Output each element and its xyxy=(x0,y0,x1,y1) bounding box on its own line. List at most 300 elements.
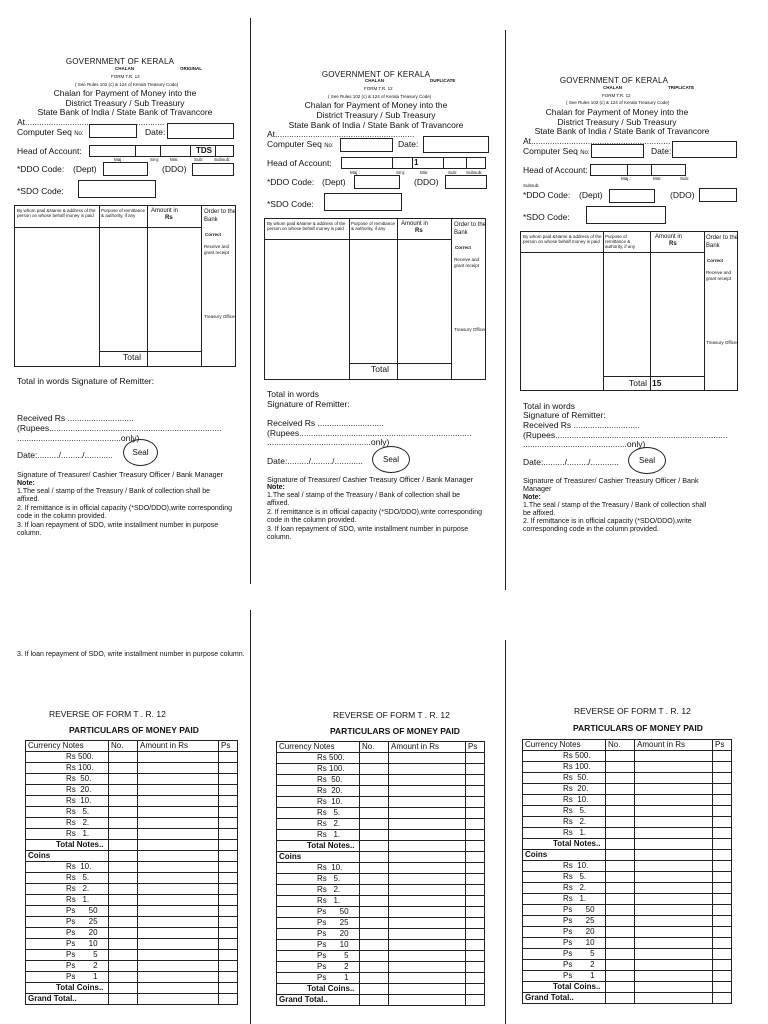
rev-ps-cell[interactable] xyxy=(219,818,238,829)
dept-input[interactable] xyxy=(354,175,400,189)
rev-amount-cell[interactable] xyxy=(635,850,713,861)
rev-amount-cell[interactable] xyxy=(138,972,219,983)
sdo-code-label: *SDO Code: xyxy=(17,186,64,196)
rev-row xyxy=(26,950,238,961)
rev-ps-cell[interactable] xyxy=(466,885,485,896)
rev-amount-cell[interactable] xyxy=(138,807,219,818)
rev-amount-cell[interactable] xyxy=(138,796,219,807)
dept-input[interactable] xyxy=(609,189,655,203)
rev-ps-cell[interactable] xyxy=(466,907,485,918)
rev-ps-cell[interactable] xyxy=(219,785,238,796)
rev-ps-cell[interactable] xyxy=(713,839,732,850)
rev-header-2: Amount in Rs xyxy=(635,740,713,751)
rev-amount-cell[interactable] xyxy=(389,940,466,951)
rev-ps-cell[interactable] xyxy=(219,851,238,862)
rev-row xyxy=(277,885,485,896)
rev-amount-cell[interactable] xyxy=(138,939,219,950)
rev-count-cell[interactable] xyxy=(360,885,389,896)
rev-amount-cell[interactable] xyxy=(635,817,713,828)
rev-count-cell[interactable] xyxy=(360,786,389,797)
rev-count-cell[interactable] xyxy=(109,807,138,818)
rev-ps-cell[interactable] xyxy=(466,863,485,874)
rev-count-cell[interactable] xyxy=(109,983,138,994)
rev-count-cell[interactable] xyxy=(606,905,635,916)
rev-ps-cell[interactable] xyxy=(219,807,238,818)
rev-row-label: Ps 20 xyxy=(277,929,360,940)
head-of-account-input[interactable] xyxy=(341,157,486,169)
rev-amount-cell[interactable] xyxy=(389,841,466,852)
rev-row-label: Grand Total.. xyxy=(277,995,360,1006)
rev-amount-cell[interactable] xyxy=(389,786,466,797)
rev-count-cell[interactable] xyxy=(360,764,389,775)
rev-row xyxy=(26,917,238,928)
rev-count-cell[interactable] xyxy=(360,929,389,940)
rev-ps-cell[interactable] xyxy=(713,993,732,1004)
rev-count-cell[interactable] xyxy=(606,850,635,861)
sdo-code-input[interactable] xyxy=(78,180,156,198)
rev-amount-cell[interactable] xyxy=(389,885,466,896)
rev-count-cell[interactable] xyxy=(109,818,138,829)
rev-amount-cell[interactable] xyxy=(138,818,219,829)
rev-row xyxy=(277,995,485,1006)
received-rs: Received Rs ............................ xyxy=(267,418,384,428)
rev-row-label: Rs 100. xyxy=(26,763,109,774)
rev-amount-cell[interactable] xyxy=(389,907,466,918)
rev-count-cell[interactable] xyxy=(360,753,389,764)
rev-ps-cell[interactable] xyxy=(713,938,732,949)
rev-count-cell[interactable] xyxy=(606,938,635,949)
rev-ps-cell[interactable] xyxy=(713,751,732,762)
seal-circle: Seal xyxy=(628,447,666,474)
rev-amount-cell[interactable] xyxy=(138,829,219,840)
rev-amount-cell[interactable] xyxy=(635,872,713,883)
rev-ps-cell[interactable] xyxy=(219,994,238,1005)
rev-amount-cell[interactable] xyxy=(138,906,219,917)
rev-count-cell[interactable] xyxy=(360,918,389,929)
rev-ps-cell[interactable] xyxy=(466,973,485,984)
rev-ps-cell[interactable] xyxy=(219,840,238,851)
rev-ps-cell[interactable] xyxy=(466,841,485,852)
rev-ps-cell[interactable] xyxy=(713,762,732,773)
rev-count-cell[interactable] xyxy=(606,773,635,784)
rev-ps-cell[interactable] xyxy=(219,928,238,939)
rev-amount-cell[interactable] xyxy=(389,984,466,995)
rev-ps-cell[interactable] xyxy=(219,796,238,807)
rev-ps-cell[interactable] xyxy=(219,972,238,983)
rev-amount-cell[interactable] xyxy=(635,751,713,762)
rev-count-cell[interactable] xyxy=(606,784,635,795)
rev-ps-cell[interactable] xyxy=(713,861,732,872)
rev-header-1: No. xyxy=(360,742,389,753)
rev-amount-cell[interactable] xyxy=(635,938,713,949)
rev-row xyxy=(523,795,732,806)
note-1: 1.The seal / stamp of the Treasury / Bank of collection shall be affixed. xyxy=(17,488,210,503)
rev-amount-cell[interactable] xyxy=(389,973,466,984)
rev-ps-cell[interactable] xyxy=(466,764,485,775)
rev-amount-cell[interactable] xyxy=(138,961,219,972)
rev-count-cell[interactable] xyxy=(109,917,138,928)
rev-amount-cell[interactable] xyxy=(635,828,713,839)
rev-row xyxy=(26,807,238,818)
rev-row-label: Ps 5 xyxy=(523,949,606,960)
signature-remitter: Signature of Remitter: xyxy=(267,399,350,409)
rev-row-label: Rs 5. xyxy=(26,873,109,884)
rev-row-label: Ps 2 xyxy=(523,960,606,971)
rev-ps-cell[interactable] xyxy=(219,895,238,906)
ddo-label: (DDO) xyxy=(162,164,187,174)
rev-amount-cell[interactable] xyxy=(635,762,713,773)
rev-count-cell[interactable] xyxy=(360,863,389,874)
sub-label: Sub: xyxy=(194,157,204,162)
smj-label: Smj: xyxy=(396,170,405,175)
date-label: Date: xyxy=(145,127,166,137)
rev-ps-cell[interactable] xyxy=(713,817,732,828)
rev-row xyxy=(277,896,485,907)
rev-ps-cell[interactable] xyxy=(219,906,238,917)
sdo-code-label: *SDO Code: xyxy=(523,212,570,222)
rev-count-cell[interactable] xyxy=(109,752,138,763)
rev-count-cell[interactable] xyxy=(360,995,389,1006)
rev-count-cell[interactable] xyxy=(606,916,635,927)
rev-amount-cell[interactable] xyxy=(389,918,466,929)
rev-row-label: Total Coins.. xyxy=(523,982,606,993)
rev-row xyxy=(523,762,732,773)
rev-count-cell[interactable] xyxy=(109,829,138,840)
rev-ps-cell[interactable] xyxy=(219,950,238,961)
rev-row xyxy=(277,874,485,885)
rev-count-cell[interactable] xyxy=(606,795,635,806)
rev-amount-cell[interactable] xyxy=(635,861,713,872)
correct-label: Correct xyxy=(205,232,222,237)
rev-ps-cell[interactable] xyxy=(713,773,732,784)
rev-row xyxy=(523,993,732,1004)
rev-amount-cell[interactable] xyxy=(635,894,713,905)
rev-amount-cell[interactable] xyxy=(635,806,713,817)
rev-row xyxy=(277,940,485,951)
copy-type: TRIPLICATE xyxy=(668,85,695,90)
rev-amount-cell[interactable] xyxy=(635,982,713,993)
rev-amount-cell[interactable] xyxy=(635,773,713,784)
rev-amount-cell[interactable] xyxy=(138,840,219,851)
head-of-account-input[interactable] xyxy=(590,164,686,176)
rev-amount-cell[interactable] xyxy=(635,949,713,960)
rev-amount-cell[interactable] xyxy=(635,839,713,850)
rev-count-cell[interactable] xyxy=(360,951,389,962)
chalan-title-2: District Treasury / Sub Treasury xyxy=(65,98,185,108)
rev-ps-cell[interactable] xyxy=(219,752,238,763)
date-input[interactable] xyxy=(423,136,489,153)
chalan-title-2: District Treasury / Sub Treasury xyxy=(316,110,436,120)
rev-count-cell[interactable] xyxy=(109,884,138,895)
col-header-amount: Amount in xyxy=(401,221,429,227)
payment-table xyxy=(264,218,486,380)
date-input[interactable] xyxy=(167,123,234,139)
rev-ps-cell[interactable] xyxy=(713,784,732,795)
rev-ps-cell[interactable] xyxy=(466,940,485,951)
rev-amount-cell[interactable] xyxy=(138,917,219,928)
rev-ps-cell[interactable] xyxy=(713,795,732,806)
rev-ps-cell[interactable] xyxy=(219,763,238,774)
rev-ps-cell[interactable] xyxy=(713,960,732,971)
rev-count-cell[interactable] xyxy=(360,874,389,885)
rev-ps-cell[interactable] xyxy=(219,774,238,785)
rev-row-label: Rs 500. xyxy=(523,751,606,762)
rev-amount-cell[interactable] xyxy=(635,993,713,1004)
rev-ps-cell[interactable] xyxy=(713,828,732,839)
rev-row-label: Rs 10. xyxy=(523,795,606,806)
rev-amount-cell[interactable] xyxy=(389,775,466,786)
tds-value: TDS xyxy=(196,146,212,155)
rev-ps-cell[interactable] xyxy=(219,873,238,884)
rev-count-cell[interactable] xyxy=(109,928,138,939)
rev-count-cell[interactable] xyxy=(606,982,635,993)
rev-count-cell[interactable] xyxy=(109,862,138,873)
rev-count-cell[interactable] xyxy=(109,796,138,807)
chalan-title-1: Chalan for Payment of Money into the xyxy=(304,100,448,110)
rev-row-label: Ps 20 xyxy=(523,927,606,938)
rev-amount-cell[interactable] xyxy=(389,852,466,863)
rev-count-cell[interactable] xyxy=(109,851,138,862)
rev-ps-cell[interactable] xyxy=(713,949,732,960)
rev-amount-cell[interactable] xyxy=(389,962,466,973)
computer-seq-label: Computer Seq No: xyxy=(17,127,84,137)
rev-row xyxy=(26,961,238,972)
rev-ps-cell[interactable] xyxy=(466,951,485,962)
rev-amount-cell[interactable] xyxy=(389,929,466,940)
receive-label: Receive and grant receipt xyxy=(706,270,732,281)
col-header-payer: By whom paid &Name & address of the person on whose behalf money is paid xyxy=(523,234,602,244)
rev-count-cell[interactable] xyxy=(360,775,389,786)
correct-label: Correct xyxy=(707,258,724,263)
rev-ps-cell[interactable] xyxy=(466,984,485,995)
rev-amount-cell[interactable] xyxy=(389,764,466,775)
rev-amount-cell[interactable] xyxy=(138,928,219,939)
rev-count-cell[interactable] xyxy=(360,984,389,995)
ddo-input[interactable] xyxy=(192,163,234,176)
rev-amount-cell[interactable] xyxy=(138,752,219,763)
rev-count-cell[interactable] xyxy=(606,762,635,773)
col-header-rs: Rs xyxy=(415,228,423,234)
rev-amount-cell[interactable] xyxy=(138,950,219,961)
ddo-input[interactable] xyxy=(445,175,487,189)
rev-ps-cell[interactable] xyxy=(219,961,238,972)
rev-amount-cell[interactable] xyxy=(138,862,219,873)
rev-count-cell[interactable] xyxy=(360,962,389,973)
rev-amount-cell[interactable] xyxy=(389,753,466,764)
rev-count-cell[interactable] xyxy=(606,839,635,850)
rev-amount-cell[interactable] xyxy=(389,874,466,885)
rev-ps-cell[interactable] xyxy=(466,797,485,808)
rev-row-label: Rs 2. xyxy=(26,818,109,829)
rev-count-cell[interactable] xyxy=(606,751,635,762)
col-header-purpose: Purpose of remittance & authority, if any xyxy=(605,234,636,249)
total-in-words: Total in words Signature of Remitter: xyxy=(17,376,155,386)
rev-amount-cell[interactable] xyxy=(138,785,219,796)
rev-count-cell[interactable] xyxy=(606,927,635,938)
rev-row-label: Rs 50. xyxy=(523,773,606,784)
head-of-account-input[interactable] xyxy=(89,145,234,157)
rev-header-1: No. xyxy=(606,740,635,751)
rev-count-cell[interactable] xyxy=(606,993,635,1004)
date-line: Date:........./........./............ xyxy=(267,456,363,466)
rev-row xyxy=(277,951,485,962)
rev-row xyxy=(26,763,238,774)
rev-ps-cell[interactable] xyxy=(713,883,732,894)
rev-amount-cell[interactable] xyxy=(389,830,466,841)
rev-amount-cell[interactable] xyxy=(389,951,466,962)
sdo-code-input[interactable] xyxy=(324,193,402,211)
rev-count-cell[interactable] xyxy=(606,806,635,817)
rev-amount-cell[interactable] xyxy=(635,960,713,971)
rev-row xyxy=(277,962,485,973)
rev-amount-cell[interactable] xyxy=(635,883,713,894)
rev-ps-cell[interactable] xyxy=(713,806,732,817)
rev-amount-cell[interactable] xyxy=(389,808,466,819)
rev-ps-cell[interactable] xyxy=(219,917,238,928)
rev-count-cell[interactable] xyxy=(606,817,635,828)
rev-ps-cell[interactable] xyxy=(466,995,485,1006)
rev-ps-cell[interactable] xyxy=(713,971,732,982)
rev-amount-cell[interactable] xyxy=(635,795,713,806)
rev-count-cell[interactable] xyxy=(360,819,389,830)
min-label: Min: xyxy=(420,170,429,175)
computer-seq-label: Computer Seq No: xyxy=(523,146,590,156)
rev-amount-cell[interactable] xyxy=(635,784,713,795)
rev-row xyxy=(523,839,732,850)
rev-count-cell[interactable] xyxy=(360,841,389,852)
rev-amount-cell[interactable] xyxy=(635,916,713,927)
ddo-code-label: *DDO Code: xyxy=(267,177,315,187)
rev-count-cell[interactable] xyxy=(360,973,389,984)
rev-ps-cell[interactable] xyxy=(219,829,238,840)
rev-amount-cell[interactable] xyxy=(138,994,219,1005)
rev-amount-cell[interactable] xyxy=(138,851,219,862)
rev-amount-cell[interactable] xyxy=(389,797,466,808)
rev-ps-cell[interactable] xyxy=(713,850,732,861)
note-1: 1.The seal / stamp of the Treasury / Bank of collection shall be affixed. xyxy=(523,502,707,517)
rev-count-cell[interactable] xyxy=(606,883,635,894)
rev-count-cell[interactable] xyxy=(109,972,138,983)
rev-ps-cell[interactable] xyxy=(219,884,238,895)
rev-ps-cell[interactable] xyxy=(219,939,238,950)
rev-ps-cell[interactable] xyxy=(466,819,485,830)
rev-ps-cell[interactable] xyxy=(713,894,732,905)
rev-amount-cell[interactable] xyxy=(635,905,713,916)
sdo-code-input[interactable] xyxy=(586,206,666,224)
rev-count-cell[interactable] xyxy=(109,950,138,961)
computer-seq-input[interactable] xyxy=(340,138,393,152)
rev-count-cell[interactable] xyxy=(360,907,389,918)
rev-row xyxy=(26,752,238,763)
rev-amount-cell[interactable] xyxy=(389,863,466,874)
rev-count-cell[interactable] xyxy=(606,971,635,982)
rev-count-cell[interactable] xyxy=(360,797,389,808)
rev-ps-cell[interactable] xyxy=(466,753,485,764)
rev-ps-cell[interactable] xyxy=(713,872,732,883)
rev-amount-cell[interactable] xyxy=(389,896,466,907)
rev-count-cell[interactable] xyxy=(109,906,138,917)
rev-count-cell[interactable] xyxy=(109,994,138,1005)
rev-count-cell[interactable] xyxy=(606,949,635,960)
computer-seq-input[interactable] xyxy=(89,124,137,138)
rev-row xyxy=(277,808,485,819)
rev-header-0: Currency Notes xyxy=(26,741,109,752)
rev-ps-cell[interactable] xyxy=(466,775,485,786)
rev-count-cell[interactable] xyxy=(109,840,138,851)
rev-amount-cell[interactable] xyxy=(138,895,219,906)
date-input[interactable] xyxy=(672,141,737,158)
received-rs: Received Rs ............................ xyxy=(17,413,134,423)
rev-ps-cell[interactable] xyxy=(466,962,485,973)
rev-count-cell[interactable] xyxy=(606,828,635,839)
rev-ps-cell[interactable] xyxy=(713,916,732,927)
rev-amount-cell[interactable] xyxy=(138,884,219,895)
reverse-title-1: REVERSE OF FORM T . R. 12 xyxy=(49,709,166,719)
rev-ps-cell[interactable] xyxy=(466,852,485,863)
rev-ps-cell[interactable] xyxy=(713,982,732,993)
rev-row-label: Rs 1. xyxy=(277,830,360,841)
rev-count-cell[interactable] xyxy=(360,940,389,951)
rev-count-cell[interactable] xyxy=(606,894,635,905)
rev-amount-cell[interactable] xyxy=(635,927,713,938)
rev-row xyxy=(26,895,238,906)
rev-count-cell[interactable] xyxy=(606,960,635,971)
rev-count-cell[interactable] xyxy=(360,808,389,819)
rev-count-cell[interactable] xyxy=(606,872,635,883)
rev-count-cell[interactable] xyxy=(606,861,635,872)
rev-amount-cell[interactable] xyxy=(389,995,466,1006)
treasury-officer-label: Treasury Officer xyxy=(204,314,237,319)
rev-amount-cell[interactable] xyxy=(138,763,219,774)
rev-ps-cell[interactable] xyxy=(219,983,238,994)
rev-count-cell[interactable] xyxy=(109,763,138,774)
date-line: Date:........./........./............ xyxy=(523,457,619,467)
rev-count-cell[interactable] xyxy=(360,852,389,863)
rev-count-cell[interactable] xyxy=(360,830,389,841)
rev-ps-cell[interactable] xyxy=(219,862,238,873)
rev-count-cell[interactable] xyxy=(109,774,138,785)
gov-title: GOVERNMENT OF KERALA xyxy=(65,57,175,66)
rev-header-2: Amount in Rs xyxy=(389,742,466,753)
rev-amount-cell[interactable] xyxy=(138,983,219,994)
rev-ps-cell[interactable] xyxy=(466,896,485,907)
rev-count-cell[interactable] xyxy=(109,939,138,950)
rev-amount-cell[interactable] xyxy=(138,873,219,884)
rev-ps-cell[interactable] xyxy=(466,808,485,819)
rev-count-cell[interactable] xyxy=(109,895,138,906)
money-paid-table xyxy=(25,740,238,1005)
rev-amount-cell[interactable] xyxy=(138,774,219,785)
col-header-rs: Rs xyxy=(669,241,677,247)
rev-ps-cell[interactable] xyxy=(466,874,485,885)
rev-amount-cell[interactable] xyxy=(635,971,713,982)
ddo-input[interactable] xyxy=(699,188,737,202)
rev-ps-cell[interactable] xyxy=(713,905,732,916)
rev-count-cell[interactable] xyxy=(109,961,138,972)
rev-row-label: Total Coins.. xyxy=(26,983,109,994)
rev-count-cell[interactable] xyxy=(109,873,138,884)
rev-ps-cell[interactable] xyxy=(713,927,732,938)
rev-ps-cell[interactable] xyxy=(466,929,485,940)
dept-input[interactable] xyxy=(103,162,148,176)
rev-ps-cell[interactable] xyxy=(466,918,485,929)
rev-count-cell[interactable] xyxy=(360,896,389,907)
rev-count-cell[interactable] xyxy=(109,785,138,796)
rev-ps-cell[interactable] xyxy=(466,830,485,841)
rev-ps-cell[interactable] xyxy=(466,786,485,797)
computer-seq-input[interactable] xyxy=(591,144,644,158)
rev-amount-cell[interactable] xyxy=(389,819,466,830)
